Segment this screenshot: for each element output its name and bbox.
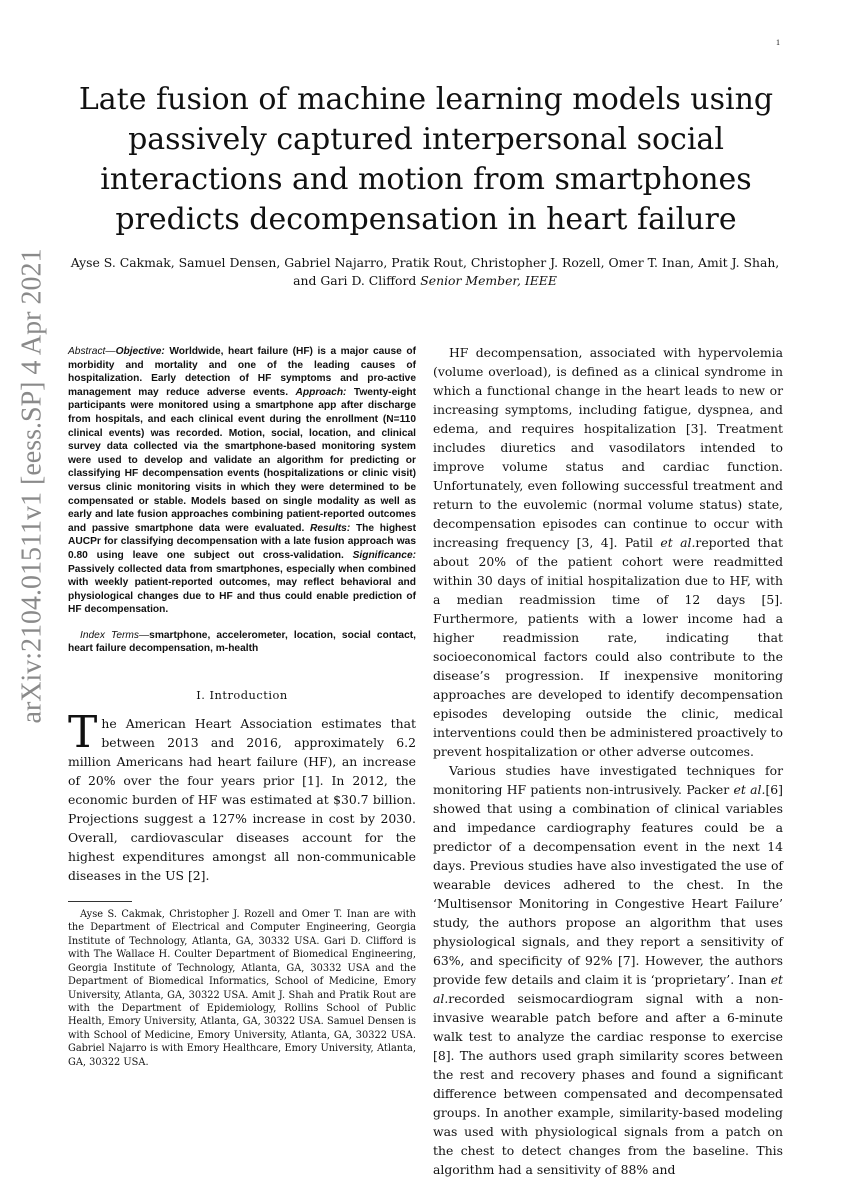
affiliation-footnote: Ayse S. Cakmak, Christopher J. Rozell and Omer T. Inan are with the Department of Electrical and Computer Engineering, Georgia Institute of Technology, Atlanta, GA, 30332 USA. Gari D. Clifford is with The Wallace H. Coulter Department of Biomedical Engineering, Georgia Institute of Technology, Atlanta, GA, 30332 USA and the Department of Biomedical Informatics, School of Medicine, Emory University, Atlanta, GA, 30322 USA. Amit J. Shah and Pratik Rout are with the Department of Epidemiology, Rollins School of Public Health, Emory University, Atlanta, GA, 30322 USA. Samuel Densen is with School of Medicine, Emory University, Atlanta, GA, 30322 USA. Gabriel Najarro is with Emory Healthcare, Emory University, Atlanta, GA, 30322 USA.	[68, 909, 416, 1068]
intro-paragraph: The American Heart Association estimates that between 2013 and 2016, approximately 6.2 million Americans had heart failure (HF), an increase of 20% over the four years prior [1]. In 2012, the economic burden of HF was estimated at $30.7 billion. Projections suggest a 127% increase in cost by 2030. Overall, cardiovascular diseases account for the highest expenditures amongst all non-communicable diseases in the US [2].	[68, 707, 416, 884]
index-terms-lead: Index Terms	[80, 629, 139, 641]
results-label: Results:	[310, 522, 351, 534]
author-names: Ayse S. Cakmak, Samuel Densen, Gabriel Najarro, Pratik Rout, Christopher J. Rozell, Omer T. Inan, Amit J. Shah, and Gari D. Clifford	[70, 255, 780, 288]
citation-et-al: et al.	[433, 972, 783, 1006]
abstract-approach: Twenty-eight participants were monitored using a smartphone app after discharge from hospitals, and each clinical event during the enrollment (N=110 clinical events) was recorded. Motion, social, location, and clinical survey data collected via the smartphone-based monitoring system were used to develop and validate an algorithm for predicting or classifying HF decompensation events (hospitalizations or clinic visit) versus clinic monitoring visits in which they were determined to be compensated or stable. Models based on single modality as well as early and late fusion approaches combining patient-reported outcomes and passive smartphone data were evaluated.	[68, 386, 416, 534]
paragraph-text: HF decompensation, associated with hypervolemia (volume overload), is defined as a clinical syndrome in which a functional change in the heart leads to new or increasing symptoms, including fatigue, dyspnea, and edema, and requires hospitalization [3]. Treatment includes diuretics and vasodilators intended to improve volume status and cardiac function. Unfortunately, even following successful treatment and return to the euvolemic (normal volume status) state, decompensation episodes can continue to occur with increasing frequency [3, 4]. Patil	[433, 345, 783, 550]
author-membership: Senior Member, IEEE	[420, 273, 557, 288]
index-terms: Index Terms—smartphone, accelerometer, location, social contact, heart failure decompensation, m-health	[68, 629, 416, 655]
left-column	[68, 345, 416, 1069]
paragraph-text: Various studies have investigated techniques for monitoring HF patients non-intrusively. Packer	[433, 763, 783, 797]
right-column	[433, 343, 783, 1179]
body-paragraph-decompensation	[433, 343, 783, 761]
page-number: 1	[776, 38, 780, 47]
body-paragraph-monitoring	[433, 761, 783, 1179]
citation-et-al: et al.	[660, 535, 696, 550]
paper-title: Late fusion of machine learning models using passively captured interpersonal social interactions and motion from smartphones predicts decompensation in heart failure	[78, 82, 774, 237]
abstract-objective: Worldwide, heart failure (HF) is a major cause of morbidity and mortality and one of the leading causes of hospitalization. Early detection of HF symptoms and pro-active management may reduce adverse events.	[68, 346, 416, 398]
approach-label: Approach:	[295, 386, 347, 398]
abstract-results: The highest AUCPr for classifying decompensation with a late fusion approach was 0.80 using leave one subject out cross-validation.	[68, 522, 416, 561]
footnote-rule	[68, 901, 132, 902]
arxiv-stamp	[8, 248, 56, 724]
abstract: Abstract—Objective: Worldwide, heart failure (HF) is a major cause of morbidity and mortality and one of the leading causes of hospitalization. Early detection of HF symptoms and pro-active management may reduce adverse events. Approach: Twenty-eight participants were monitored using a smartphone app after discharge from hospitals, and each clinical event during the enrollment (N=110 clinical events) was recorded. Motion, social, location, and clinical survey data collected via the smartphone-based monitoring system were used to develop and validate an algorithm for predicting or classifying HF decompensation events (hospitalizations or clinic visit) versus clinic monitoring visits in which they were determined to be compensated or stable. Models based on single modality as well as early and late fusion approaches combining patient-reported outcomes and passive smartphone data were evaluated. Results: The highest AUCPr for classifying decompensation with a late fusion approach was 0.80 using leave one subject out cross-validation. Significance: Passively collected data from smartphones, especially when combined with weekly patient-reported outcomes, may reflect behavioral and physiological changes due to HF and thus could enable prediction of HF decompensation.	[68, 346, 416, 616]
significance-label: Significance:	[352, 549, 416, 561]
author-list	[60, 254, 790, 290]
citation-et-al: et al.	[733, 782, 766, 797]
abstract-significance: Passively collected data from smartphones, especially when combined with weekly patient-reported outcomes, may reflect behavioral and physiological changes due to HF and thus could enable prediction of HF decompensation.	[68, 563, 416, 616]
paragraph-text: recorded seismocardiogram signal with a non-invasive wearable patch before and after a 6-minute walk test to analyze the cardiac response to exercise [8]. The authors used graph similarity scores between the rest and recovery phases and found a significant difference between compensated and decompensated groups. In another example, similarity-based modeling was used with physiological signals from a patch on the chest to detect changes from the baseline. This algorithm had a sensitivity of 88% and	[433, 991, 783, 1177]
paragraph-text: reported that about 20% of the patient cohort were readmitted within 30 days of initial hospitalization due to HF, with a median readmission time of 12 days [5]. Furthermore, patients with a lower income had a higher readmission rate, indicating that socioeconomical factors could also contribute to the disease’s progression. If inexpensive monitoring approaches are developed to identify decompensation episodes developing outside the clinic, medical interventions could then be administered proactively to prevent hospitalization or other adverse outcomes.	[433, 535, 783, 759]
paragraph-text: [6] showed that using a combination of clinical variables and impedance cardiography features could be a predictor of a decompensation event in the next 14 days. Previous studies have also investigated the use of wearable devices adhered to the chest. In the ‘Multisensor Monitoring in Congestive Heart Failure’ study, the authors propose an algorithm that uses physiological signals, and they report a sensitivity of 63%, and specificity of 92% [7]. However, the authors provide few details and claim it is ‘proprietary’. Inan	[433, 782, 783, 987]
abstract-lead: Abstract	[68, 346, 106, 357]
section-heading: I. Introduction	[196, 688, 288, 703]
arxiv-identifier: arXiv:2104.01511v1 [eess.SP] 4 Apr 2021	[16, 248, 47, 724]
index-terms-text: smartphone, accelerometer, location, social contact, heart failure decompensation, m-health	[68, 629, 416, 655]
objective-label: Objective:	[115, 346, 165, 357]
